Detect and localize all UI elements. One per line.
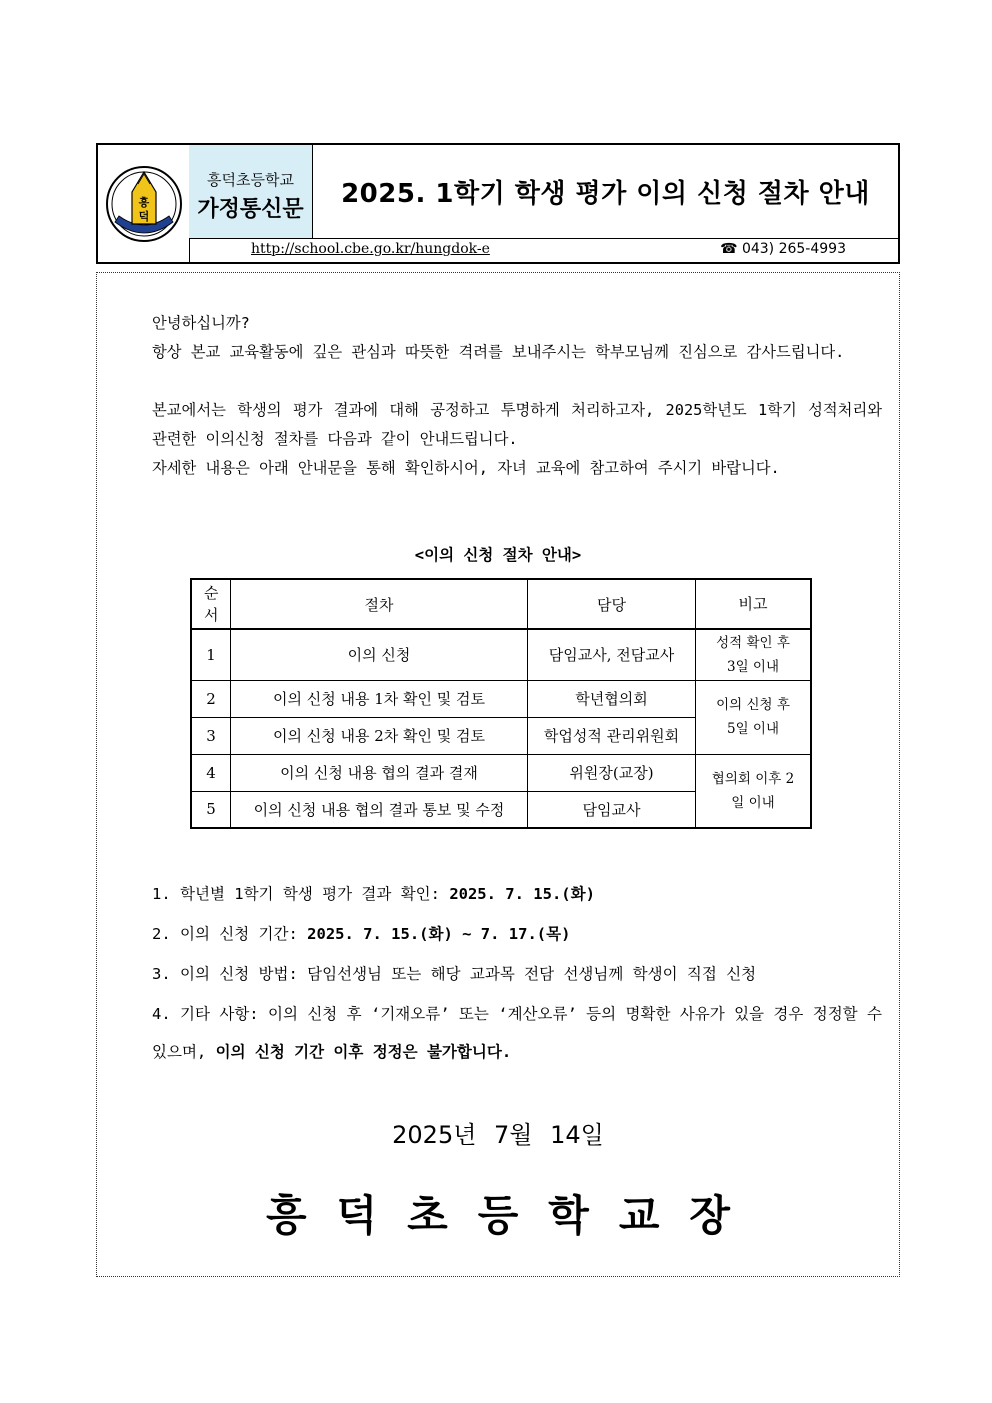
school-emblem	[98, 145, 190, 262]
item-4-bold: 이의 신청 기간 이후 정정은 불가합니다.	[215, 1043, 512, 1061]
header-note: 비고	[696, 579, 812, 629]
row-number: 5	[191, 791, 231, 828]
table-title: <이의 신청 절차 안내>	[414, 546, 582, 564]
emblem-icon	[105, 164, 183, 244]
emblem-text-top: 흥	[138, 195, 149, 209]
title-cell	[313, 145, 898, 239]
row-owner: 담임교사	[528, 791, 696, 828]
item-2-label: 2. 이의 신청 기간:	[152, 925, 308, 943]
row-procedure: 이의 신청 내용 2차 확인 및 검토	[231, 717, 528, 754]
row-note: 이의 신청 후 5일 이내	[696, 680, 812, 754]
item-2-value: 2025. 7. 15.(화) ~ 7. 17.(목)	[307, 925, 571, 943]
header-owner: 담당	[528, 579, 696, 629]
row-procedure: 이의 신청	[231, 629, 528, 680]
row-owner: 담임교사, 전담교사	[528, 629, 696, 680]
row-number: 3	[191, 717, 231, 754]
row-number: 2	[191, 680, 231, 717]
newsletter-header	[96, 143, 900, 264]
item-4-text: 4. 기타 사항: 이의 신청 후 ‘기재오류’ 또는 ‘계산오류’ 등의 명확한 사유가 있을 경우 정정할 수 있으며,	[152, 1005, 882, 1061]
issue-date: 2025년 7월 14일	[392, 1121, 604, 1149]
school-name: 흥덕초등학교	[207, 171, 294, 189]
greeting: 안녕하십니까?	[152, 314, 250, 332]
row-owner: 학년협의회	[528, 680, 696, 717]
school-url-link[interactable]: http://school.cbe.go.kr/hungdok-e	[251, 241, 490, 257]
row-procedure: 이의 신청 내용 협의 결과 통보 및 수정	[231, 791, 528, 828]
notice-item-2	[134, 915, 882, 953]
intro-paragraph-1: 항상 본교 교육활동에 깊은 관심과 따뜻한 격려를 보내주시는 학부모님께 진심으로 감사드립니다.	[152, 343, 845, 361]
notice-item-1	[134, 875, 882, 913]
intro-paragraph-2: 본교에서는 학생의 평가 결과에 대해 공정하고 투명하게 처리하고자, 2025학년도 1학기 성적처리와 관련한 이의신청 절차를 다음과 같이 안내드립니다.	[152, 401, 882, 448]
table-row	[191, 629, 811, 680]
contact-row	[189, 239, 898, 262]
item-1-value: 2025. 7. 15.(화)	[449, 885, 595, 903]
signer-name: 흥덕초등학교장	[265, 1191, 760, 1240]
document-title: 2025. 1학기 학생 평가 이의 신청 절차 안내	[341, 179, 870, 209]
item-1-label: 1. 학년별 1학기 학생 평가 결과 확인:	[152, 885, 450, 903]
procedure-table	[190, 578, 812, 829]
row-number: 1	[191, 629, 231, 680]
notice-item-3: 3. 이의 신청 방법: 담임선생님 또는 해당 교과목 전담 선생님께 학생이 직접 신청	[152, 965, 757, 983]
phone-number: ☎ 043) 265-4993	[720, 241, 846, 257]
row-note: 성적 확인 후 3일 이내	[696, 629, 812, 680]
header-order: 순서	[191, 579, 231, 629]
emblem-text-bottom: 덕	[138, 209, 149, 223]
table-row	[191, 754, 811, 791]
newsletter-type: 가정통신문	[197, 197, 304, 222]
notice-item-4	[134, 995, 882, 1071]
row-procedure: 이의 신청 내용 협의 결과 결재	[231, 754, 528, 791]
row-owner: 위원장(교장)	[528, 754, 696, 791]
letter-body	[96, 272, 900, 1277]
intro-paragraph-3: 자세한 내용은 아래 안내문을 통해 확인하시어, 자녀 교육에 참고하여 주시기 바랍니다.	[152, 459, 780, 477]
row-number: 4	[191, 754, 231, 791]
header-procedure: 절차	[231, 579, 528, 629]
newsletter-label	[189, 145, 313, 239]
row-procedure: 이의 신청 내용 1차 확인 및 검토	[231, 680, 528, 717]
row-note: 협의회 이후 2일 이내	[696, 754, 812, 828]
row-owner: 학업성적 관리위원회	[528, 717, 696, 754]
table-row	[191, 680, 811, 717]
